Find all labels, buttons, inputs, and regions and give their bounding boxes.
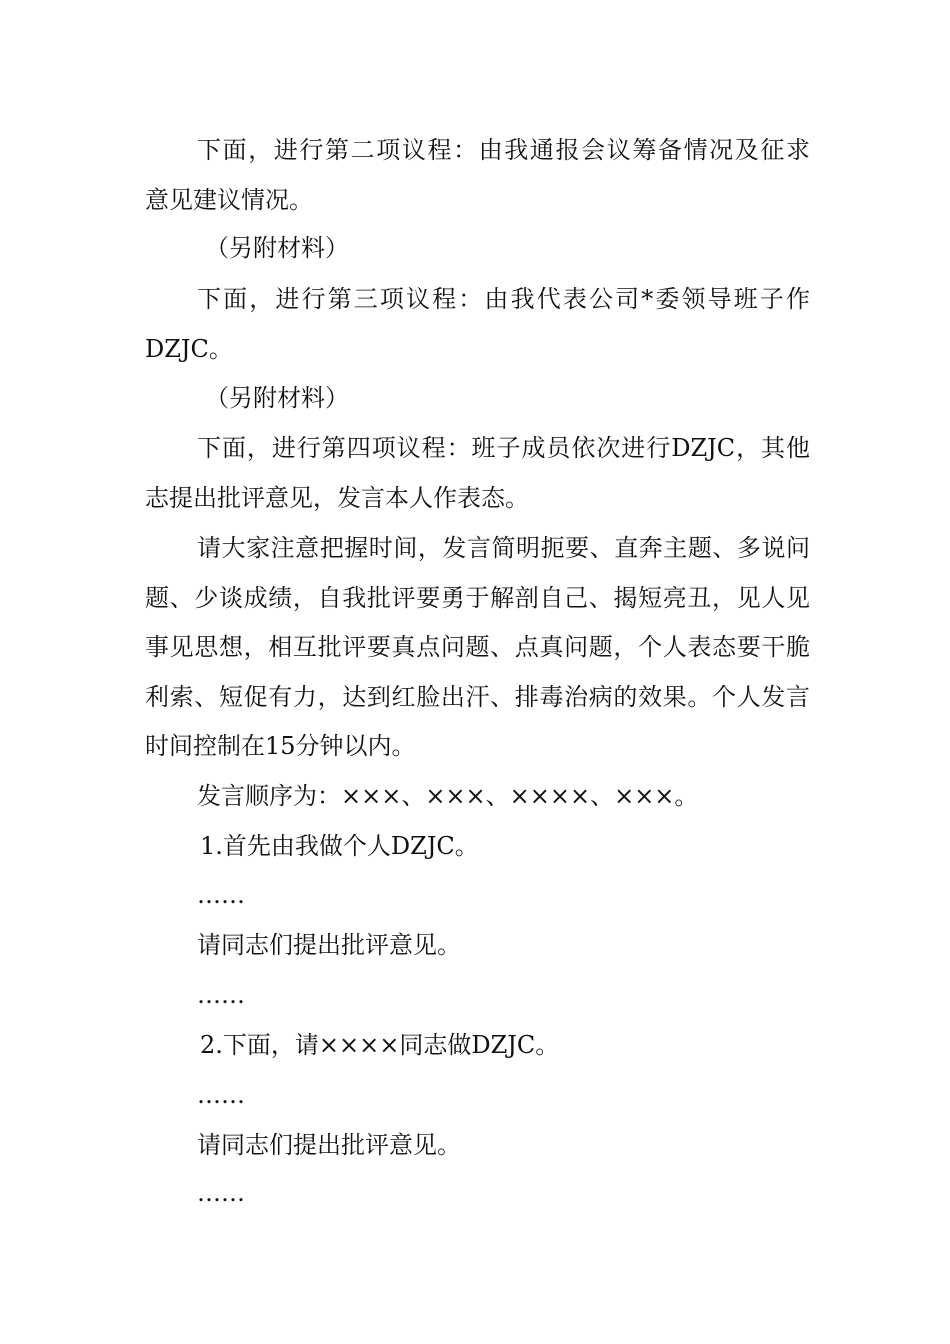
agenda-3-line-1: 下面，进行第三项议程：由我代表公司*委领导班子作 xyxy=(197,285,810,313)
criticism-request-1: 请同志们提出批评意见。 xyxy=(197,931,461,959)
item-1-self-review: 1.首先由我做个人DZJC。 xyxy=(200,832,479,860)
agenda-3-line-2: DZJC。 xyxy=(145,335,233,363)
reminder-line-2: 题、少谈成绩，自我批评要勇于解剖自己、揭短亮丑，见人见 xyxy=(145,584,810,612)
reminder-line-1: 请大家注意把握时间，发言简明扼要、直奔主题、多说问 xyxy=(197,534,810,562)
item-2-comrade-review: 2.下面，请××××同志做DZJC。 xyxy=(200,1031,560,1059)
note-attached-material-1: （另附材料） xyxy=(205,234,349,262)
note-attached-material-2: （另附材料） xyxy=(205,384,349,412)
reminder-line-3: 事见思想，相互批评要真点问题、点真问题，个人表态要干脆 xyxy=(145,633,810,661)
agenda-2-line-1: 下面，进行第二项议程：由我通报会议筹备情况及征求 xyxy=(197,136,810,164)
reminder-line-4: 利索、短促有力，达到红脸出汗、排毒治病的效果。个人发言 xyxy=(145,683,810,711)
speaking-order: 发言顺序为：×××、×××、××××、×××。 xyxy=(197,782,699,810)
criticism-request-2: 请同志们提出批评意见。 xyxy=(197,1131,461,1159)
agenda-4-line-2: 志提出批评意见，发言本人作表态。 xyxy=(145,484,529,512)
ellipsis-4: …… xyxy=(197,1179,245,1207)
ellipsis-2: …… xyxy=(197,981,245,1009)
ellipsis-1: …… xyxy=(197,881,245,909)
agenda-4-line-1: 下面，进行第四项议程：班子成员依次进行DZJC，其他 xyxy=(197,434,810,462)
ellipsis-3: …… xyxy=(197,1081,245,1109)
agenda-2-line-2: 意见建议情况。 xyxy=(145,186,313,214)
reminder-line-5: 时间控制在15分钟以内。 xyxy=(145,732,416,760)
